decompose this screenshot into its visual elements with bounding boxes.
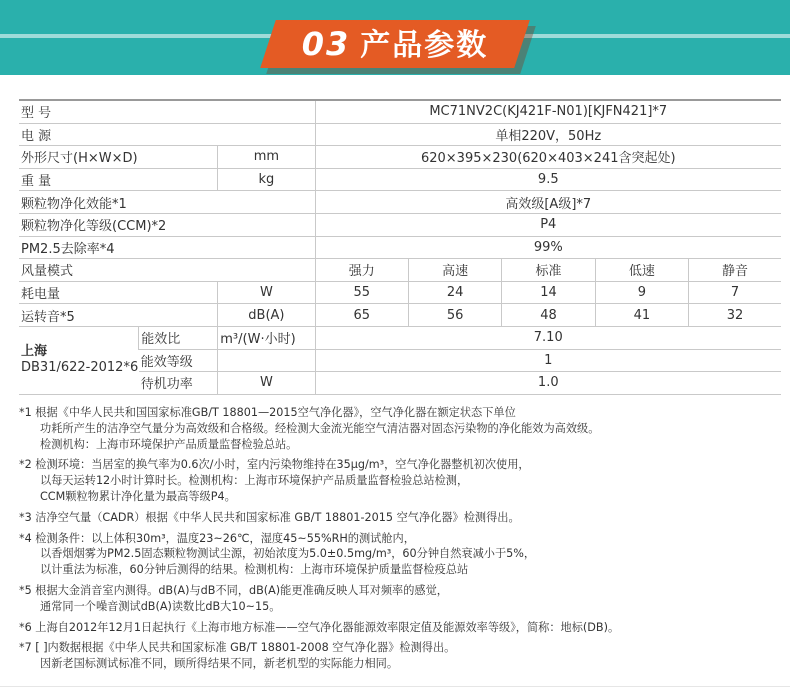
footnote-line: *3 洁净空气量（CADR）根据《中华人民共和国家标准 GB/T 18801-2015 空气净化器》检测得出。 <box>19 510 520 524</box>
footnote-line: 以香烟烟雾为PM2.5固态颗粒物测试尘源，初始浓度为5.0±0.5mg/m³，60分钟自然衰减小于5%， <box>40 547 536 561</box>
footnote-line: *1 根据《中华人民共和国国家标准GB/T 18801—2015空气净化器》，空气净化器在额定状态下单位 <box>19 406 516 419</box>
footnote-line: 功耗所产生的洁净空气量分为高效级和合格级。经检测大金流光能空气清洁器对固态污染物的净化能效为高效级。 <box>40 421 600 435</box>
footnote <box>19 531 779 578</box>
shanghai-standard: DB31/622-2012*6 <box>21 360 139 376</box>
shanghai-item-name: 能效等级 <box>139 349 218 372</box>
footnote-line: *6 上海自2012年12月1日起执行《上海市地方标准——空气净化器能源效率限定值及能源效率等级》，简称：地标(DB)。 <box>19 620 620 634</box>
consumption-value: 7 <box>689 281 781 304</box>
power-value: 单相220V，50Hz <box>315 123 781 146</box>
size-value: 620×395×230(620×403×241含突起处) <box>315 146 781 169</box>
section-title-text: 产品参数 <box>360 28 489 63</box>
shanghai-item-unit <box>218 349 315 372</box>
weight-label: 重 量 <box>19 168 218 191</box>
noise-value: 41 <box>595 304 688 327</box>
spec-table <box>19 99 781 395</box>
ccm-value: P4 <box>315 213 781 236</box>
shanghai-item-unit: m³/(W·小时) <box>218 326 315 349</box>
table-row <box>19 259 781 282</box>
size-label: 外形尺寸(H×W×D) <box>19 146 218 169</box>
table-row <box>19 168 781 191</box>
weight-value: 9.5 <box>315 168 781 191</box>
section-number: 03 <box>301 25 351 63</box>
noise-value: 32 <box>689 304 781 327</box>
model-value: MC71NV2C(KJ421F-N01)[KJFN421]*7 <box>315 100 781 123</box>
shanghai-label: 上海 <box>21 344 48 360</box>
shanghai-item-name: 待机功率 <box>139 372 218 395</box>
footnote <box>19 457 779 504</box>
shanghai-item-value: 1.0 <box>315 372 781 395</box>
footnote-line: 以计重法为标准，60分钟后测得的结果。检测机构：上海市环境保护质量监督检疫总站 <box>40 563 469 577</box>
weight-unit: kg <box>218 168 315 191</box>
consumption-value: 24 <box>408 281 501 304</box>
table-row <box>19 100 781 123</box>
table-row <box>19 326 781 349</box>
mode-col: 静音 <box>689 259 781 282</box>
table-row <box>19 123 781 146</box>
footnote-line: 因新老国标测试标准不同，顾所得结果不同，新老机型的实际能力相同。 <box>40 657 399 671</box>
footnote-line: 检测机构：上海市环境保护产品质量监督检验总站。 <box>40 437 298 451</box>
power-label: 电 源 <box>19 123 315 146</box>
consumption-value: 9 <box>595 281 688 304</box>
shanghai-standard-label <box>19 326 139 394</box>
footnote-line: *4 检测条件：以上体积30m³，温度23~26℃，湿度45~55%RH的测试舱内， <box>19 531 415 545</box>
efficiency-value: 高效级[A级]*7 <box>315 191 781 214</box>
noise-value: 48 <box>502 304 595 327</box>
footnote <box>19 405 779 452</box>
table-row <box>19 281 781 304</box>
consumption-unit: W <box>218 281 315 304</box>
mode-col: 高速 <box>408 259 501 282</box>
model-label: 型 号 <box>19 100 315 123</box>
table-row <box>19 213 781 236</box>
mode-col: 标准 <box>502 259 595 282</box>
section-title <box>268 20 522 68</box>
footnote-line: CCM颗粒物累计净化量为最高等级P4。 <box>40 489 236 503</box>
shanghai-item-unit: W <box>218 372 315 395</box>
footnote <box>19 583 779 615</box>
shanghai-item-value: 7.10 <box>315 326 781 349</box>
table-row <box>19 146 781 169</box>
table-row <box>19 304 781 327</box>
footnote <box>19 640 779 672</box>
shanghai-item-name: 能效比 <box>139 326 218 349</box>
footnotes <box>19 405 779 677</box>
noise-value: 65 <box>315 304 408 327</box>
noise-value: 56 <box>408 304 501 327</box>
footnote <box>19 510 779 526</box>
footnote-line: *7 [ ]内数据根据《中华人民共和国家标准 GB/T 18801-2008 空气净化器》检测得出。 <box>19 641 456 655</box>
footnote-line: *2 检测环境：当居室的换气率为0.6次/小时，室内污染物维持在35μg/m³，空气净化器整机初次使用， <box>19 458 530 472</box>
efficiency-label: 颗粒物净化效能*1 <box>19 191 315 214</box>
mode-label: 风量模式 <box>19 259 315 282</box>
pm25-value: 99% <box>315 236 781 259</box>
ccm-label: 颗粒物净化等级(CCM)*2 <box>19 213 315 236</box>
footnote-line: 通常同一个噪音测试dB(A)读数比dB大10~15。 <box>40 599 281 613</box>
consumption-label: 耗电量 <box>19 281 218 304</box>
mode-col: 强力 <box>315 259 408 282</box>
shanghai-item-value: 1 <box>315 349 781 372</box>
noise-unit: dB(A) <box>218 304 315 327</box>
footnote <box>19 620 779 636</box>
mode-col: 低速 <box>595 259 688 282</box>
consumption-value: 14 <box>502 281 595 304</box>
bottom-divider <box>0 686 790 687</box>
consumption-value: 55 <box>315 281 408 304</box>
table-row <box>19 191 781 214</box>
footnote-line: 以每天运转12小时计算时长。检测机构：上海市环境保护产品质量监督检验总站检测， <box>40 474 469 488</box>
footnote-line: *5 根据大金消音室内测得。dB(A)与dB不同，dB(A)能更准确反映人耳对频率的感觉， <box>19 583 448 597</box>
pm25-label: PM2.5去除率*4 <box>19 236 315 259</box>
noise-label: 运转音*5 <box>19 304 218 327</box>
size-unit: mm <box>218 146 315 169</box>
table-row <box>19 236 781 259</box>
